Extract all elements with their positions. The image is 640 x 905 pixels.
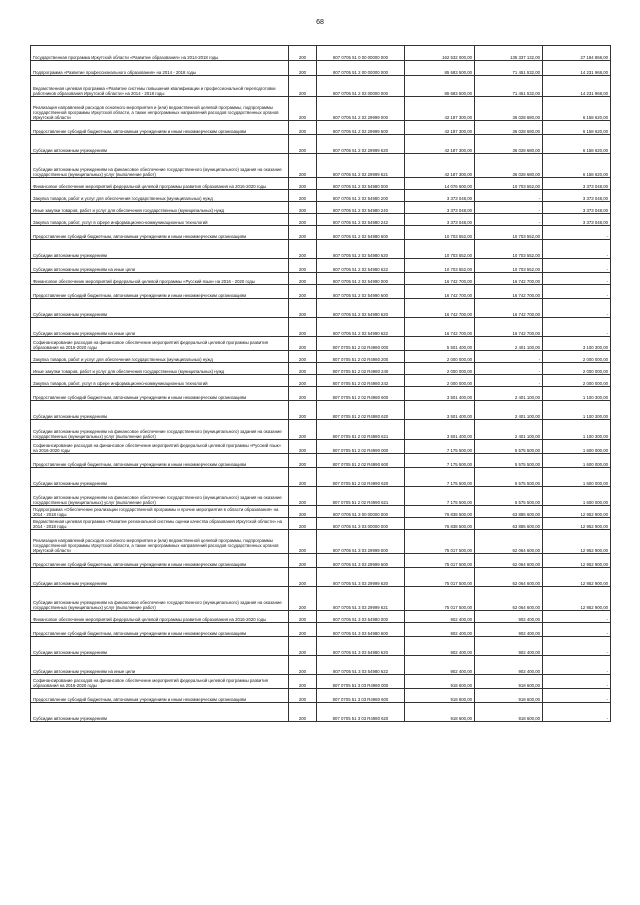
cell-v3: 12 952 900,00 [543,518,611,530]
cell-name: Реализация направлений расходов основного мероприятия и (или) ведомственной целевой программы, подпрограммы государственной программы Иркутской области, а также непрограммных направлений расходов государственных органов Иркутской области [31,97,289,121]
cell-name: Субсидии автономным учреждениям [31,401,289,420]
cell-name: Субсидии автономным учреждениям на иные цели [31,259,289,273]
cell-v2: 10 703 552,00 [475,259,543,273]
cell-code: 200 [289,97,317,121]
cell-v1: 75 017 500,00 [405,568,475,587]
cell-v3: 6 158 620,00 [543,121,611,135]
table-row [31,554,611,568]
cell-name: Софинансирование расходов на финансовое обеспечение мероприятий федеральной целевой программы развития образования на 2016-2020 годы [31,337,289,351]
cell-v3: 3 100 300,00 [543,337,611,351]
cell-v2: 71 451 532,00 [475,61,543,76]
table-row [31,440,611,454]
cell-v1: 75 017 500,00 [405,530,475,554]
table-row [31,623,611,637]
cell-v3: - [543,623,611,637]
table-row [31,656,611,675]
cell-v1: 16 742 700,00 [405,285,475,299]
cell-v1: 42 187 300,00 [405,135,475,154]
table-row [31,420,611,440]
cell-v1: 902 400,00 [405,637,475,656]
cell-v3: - [543,226,611,240]
cell-v2: 5 575 500,00 [475,487,543,506]
cell-name: Субсидии автономным учреждениям [31,135,289,154]
table-row [31,675,611,689]
table-row [31,226,611,240]
table-row [31,337,611,351]
cell-v3: - [543,273,611,285]
cell-v1: 902 400,00 [405,623,475,637]
cell-name: Закупка товаров, работ и услуг для обеспечения государственных (муниципальных) нужд [31,190,289,202]
cell-v1: 76 838 500,00 [405,518,475,530]
cell-csr: 807 0705 51 3 00 00000 000 [317,506,405,518]
cell-code: 200 [289,454,317,468]
cell-v2: - [475,202,543,214]
cell-v2: 62 064 600,00 [475,568,543,587]
cell-v3: 1 100 300,00 [543,387,611,401]
cell-v3: 12 952 900,00 [543,554,611,568]
table-row [31,61,611,76]
cell-name: Финансовое обеспечение мероприятий федеральной целевой программы «Русский язык» на 2016 - 2020 годы [31,273,289,285]
cell-csr: 807 0705 51 3 03 54980 600 [317,623,405,637]
cell-code: 200 [289,387,317,401]
cell-v1: 7 175 500,00 [405,468,475,487]
cell-csr: 807 0705 51 3 03 29999 621 [317,587,405,611]
cell-csr: 807 0705 51 3 03 54980 000 [317,611,405,623]
table-row [31,351,611,363]
cell-v1: 16 742 700,00 [405,318,475,337]
cell-csr: 807 0705 51 3 03 54980 622 [317,656,405,675]
table-row [31,454,611,468]
cell-name: Иные закупки товаров, работ и услуг для обеспечения государственных (муниципальных) нужд [31,202,289,214]
cell-csr: 807 0705 51 2 02 54980 200 [317,190,405,202]
cell-v3: 1 600 000,00 [543,468,611,487]
cell-v1: 902 400,00 [405,656,475,675]
cell-name: Софинансирование расходов на финансовое обеспечение мероприятий федеральной целевой программы развития образования на 2016-2020 годы [31,675,289,689]
cell-v3: 3 373 048,00 [543,202,611,214]
cell-name: Субсидии автономным учреждениям [31,568,289,587]
budget-table [30,45,611,722]
cell-v3: 3 373 048,00 [543,178,611,190]
cell-code: 200 [289,351,317,363]
cell-code: 200 [289,214,317,226]
cell-v2: 2 401 100,00 [475,337,543,351]
cell-code: 200 [289,135,317,154]
cell-code: 200 [289,703,317,722]
cell-v2: 10 703 552,00 [475,240,543,259]
cell-name: Субсидии автономным учреждениям на финансовое обеспечение государственного (муниципального) задания на оказание государственных (муниципальных) услуг (выполнение работ) [31,154,289,178]
cell-v2: 10 703 552,00 [475,226,543,240]
cell-code: 200 [289,487,317,506]
cell-code: 200 [289,285,317,299]
cell-name: Предоставление субсидий бюджетным, автономным учреждениям и иным некоммерческим организациям [31,387,289,401]
table-row [31,568,611,587]
cell-code: 200 [289,76,317,97]
table-row [31,259,611,273]
cell-v2: 902 400,00 [475,637,543,656]
cell-v1: 918 600,00 [405,675,475,689]
cell-csr: 807 0705 51 2 02 54980 622 [317,259,405,273]
cell-name: Закупка товаров, работ, услуг в сфере информационно-коммуникационных технологий [31,375,289,387]
cell-v2: 10 703 552,00 [475,178,543,190]
cell-code: 200 [289,178,317,190]
table-row [31,318,611,337]
cell-v1: 10 703 552,00 [405,259,475,273]
cell-v3: 12 952 900,00 [543,587,611,611]
cell-v3: 6 158 620,00 [543,97,611,121]
cell-name: Ведомственная целевая программа «Развитие региональной системы оценки качества образования Иркутской области» на 2014 - 2018 годы [31,518,289,530]
table-row [31,703,611,722]
cell-name: Реализация направлений расходов основного мероприятия и (или) ведомственной целевой программы, подпрограммы государственной программы Иркутской области, а также непрограммных направлений расходов государственных органов Иркутской области [31,530,289,554]
cell-v2: 5 575 500,00 [475,468,543,487]
cell-v2: 71 451 532,00 [475,76,543,97]
cell-csr: 807 0705 51 2 02 R4980 600 [317,387,405,401]
cell-name: Государственная программа Иркутской области «Развитие образования» на 2014-2018 годы [31,46,289,61]
cell-code: 200 [289,637,317,656]
table-row [31,190,611,202]
cell-csr: 807 0705 51 2 02 00000 000 [317,76,405,97]
cell-v3: 1 100 300,00 [543,401,611,420]
cell-code: 200 [289,240,317,259]
cell-v3: - [543,611,611,623]
cell-v2: 36 028 680,00 [475,97,543,121]
cell-csr: 807 0705 51 3 03 29999 000 [317,530,405,554]
cell-v2: 63 885 600,00 [475,518,543,530]
table-row [31,689,611,703]
cell-v2: 16 742 700,00 [475,273,543,285]
cell-code: 200 [289,420,317,440]
cell-code: 200 [289,299,317,318]
cell-v3: 3 373 048,00 [543,190,611,202]
cell-csr: 807 0705 51 3 03 R4980 620 [317,703,405,722]
cell-v2: - [475,363,543,375]
cell-v1: 7 175 500,00 [405,440,475,454]
cell-v2: 63 885 600,00 [475,506,543,518]
cell-v1: 75 017 500,00 [405,587,475,611]
table-row [31,387,611,401]
table-row [31,135,611,154]
cell-name: Финансовое обеспечение мероприятий федеральной целевой программы развития образования на 2016-2020 годы [31,611,289,623]
table-row [31,506,611,518]
cell-v3: - [543,689,611,703]
cell-v3: 1 600 000,00 [543,454,611,468]
cell-v3: - [543,240,611,259]
cell-code: 200 [289,611,317,623]
cell-code: 200 [289,363,317,375]
cell-csr: 807 0705 51 2 02 29999 620 [317,135,405,154]
cell-v1: 2 000 000,00 [405,351,475,363]
cell-v1: 85 683 500,00 [405,61,475,76]
cell-v1: 3 373 048,00 [405,190,475,202]
cell-csr: 807 0705 51 3 03 R4980 000 [317,675,405,689]
cell-csr: 807 0705 51 3 03 54980 620 [317,637,405,656]
cell-csr: 807 0705 51 2 02 R4980 621 [317,420,405,440]
cell-v1: 42 187 300,00 [405,121,475,135]
cell-v1: 7 175 500,00 [405,487,475,506]
table-row [31,154,611,178]
cell-name: Предоставление субсидий бюджетным, автономным учреждениям и иным некоммерческим организациям [31,121,289,135]
cell-csr: 807 0705 51 2 02 R4980 242 [317,375,405,387]
cell-code: 200 [289,568,317,587]
cell-v3: - [543,703,611,722]
table-row [31,375,611,387]
cell-code: 200 [289,518,317,530]
cell-v3: - [543,656,611,675]
cell-v2: 2 401 100,00 [475,420,543,440]
cell-name: Субсидии автономным учреждениям на иные цели [31,318,289,337]
cell-name: Субсидии автономным учреждениям на финансовое обеспечение государственного (муниципального) задания на оказание государственных (муниципальных) услуг (выполнение работ) [31,487,289,506]
cell-csr: 807 0705 51 2 02 R4980 200 [317,351,405,363]
cell-v3: 6 158 620,00 [543,154,611,178]
table-row [31,121,611,135]
cell-csr: 807 0705 51 2 02 R4990 620 [317,468,405,487]
cell-v3: 2 000 000,00 [543,375,611,387]
cell-csr: 807 0705 51 2 02 54980 242 [317,214,405,226]
cell-csr: 807 0705 51 2 02 R4980 240 [317,363,405,375]
cell-code: 200 [289,154,317,178]
table-row [31,363,611,375]
cell-v3: - [543,637,611,656]
cell-v1: 2 000 000,00 [405,363,475,375]
cell-v1: 918 600,00 [405,703,475,722]
cell-name: Подпрограмма «Развитие профессионального образования» на 2014 - 2018 годы [31,61,289,76]
cell-csr: 807 0705 51 3 03 00000 000 [317,518,405,530]
table-row [31,611,611,623]
cell-csr: 807 0705 51 2 02 R4990 000 [317,440,405,454]
cell-name: Субсидии автономным учреждениям [31,240,289,259]
cell-code: 200 [289,375,317,387]
cell-v3: 14 231 968,00 [543,61,611,76]
table-row [31,46,611,61]
cell-v2: 902 400,00 [475,656,543,675]
cell-v1: 10 703 552,00 [405,240,475,259]
cell-v1: 918 600,00 [405,689,475,703]
cell-csr: 807 0705 51 2 02 54990 000 [317,273,405,285]
cell-csr: 807 0705 51 2 02 R4990 600 [317,454,405,468]
cell-v3: 12 952 900,00 [543,506,611,518]
cell-v2: 918 600,00 [475,675,543,689]
cell-name: Ведомственная целевая программа «Развитие системы повышения квалификации и профессиональной переподготовки работников образования Иркутской области» на 2014 - 2018 годы [31,76,289,97]
table-row [31,587,611,611]
cell-csr: 807 0705 51 2 02 54980 000 [317,178,405,190]
cell-name: Субсидии автономным учреждениям на финансовое обеспечение государственного (муниципального) задания на оказание государственных (муниципальных) услуг (выполнение работ) [31,587,289,611]
cell-v3: - [543,318,611,337]
cell-v2: 62 064 600,00 [475,554,543,568]
cell-code: 200 [289,190,317,202]
cell-v3: 27 184 868,00 [543,46,611,61]
cell-v2: 16 742 700,00 [475,285,543,299]
cell-v1: 16 742 700,00 [405,273,475,285]
cell-csr: 807 0705 51 2 02 54980 240 [317,202,405,214]
cell-name: Предоставление субсидий бюджетным, автономным учреждениям и иным некоммерческим организациям [31,226,289,240]
cell-v2: 902 400,00 [475,611,543,623]
table-row [31,76,611,97]
cell-v2: 135 337 132,00 [475,46,543,61]
cell-name: Закупка товаров, работ и услуг для обеспечения государственных (муниципальных) нужд [31,351,289,363]
cell-v2: 36 028 680,00 [475,121,543,135]
cell-code: 200 [289,689,317,703]
cell-csr: 807 0705 51 3 03 29999 600 [317,554,405,568]
cell-code: 200 [289,202,317,214]
cell-v2: - [475,190,543,202]
cell-v2: 5 575 500,00 [475,454,543,468]
cell-v2: 918 600,00 [475,703,543,722]
table-row [31,240,611,259]
cell-csr: 807 0705 51 2 02 29999 000 [317,97,405,121]
table-row [31,97,611,121]
cell-v3: - [543,675,611,689]
cell-csr: 807 0705 51 2 00 00000 000 [317,61,405,76]
table-row [31,468,611,487]
cell-name: Субсидии автономным учреждениям на финансовое обеспечение государственного (муниципального) задания на оказание государственных (муниципальных) услуг (выполнение работ) [31,420,289,440]
cell-name: Субсидии автономным учреждениям [31,468,289,487]
cell-code: 200 [289,530,317,554]
cell-code: 200 [289,468,317,487]
cell-v3: 6 158 620,00 [543,135,611,154]
cell-v2: 16 742 700,00 [475,299,543,318]
cell-name: Предоставление субсидий бюджетным, автономным учреждениям и иным некоммерческим организациям [31,454,289,468]
table-row [31,285,611,299]
cell-csr: 807 0705 51 2 02 29999 600 [317,121,405,135]
cell-code: 200 [289,121,317,135]
cell-v1: 902 400,00 [405,611,475,623]
cell-csr: 807 0705 51 3 03 R4980 600 [317,689,405,703]
cell-v1: 85 683 500,00 [405,76,475,97]
cell-v1: 5 501 400,00 [405,337,475,351]
table-row [31,518,611,530]
cell-v2: - [475,351,543,363]
table-row [31,178,611,190]
cell-code: 200 [289,46,317,61]
cell-v1: 75 017 500,00 [405,554,475,568]
cell-v1: 3 373 048,00 [405,202,475,214]
cell-v2: 62 064 600,00 [475,587,543,611]
cell-v1: 7 175 500,00 [405,454,475,468]
cell-name: Предоставление субсидий бюджетным, автономным учреждениям и иным некоммерческим организациям [31,689,289,703]
cell-v3: 1 600 000,00 [543,440,611,454]
cell-csr: 807 0705 51 2 02 54990 600 [317,285,405,299]
cell-name: Предоставление субсидий бюджетным, автономным учреждениям и иным некоммерческим организациям [31,554,289,568]
cell-code: 200 [289,554,317,568]
cell-name: Подпрограмма «Обеспечение реализации государственной программы и прочие мероприятия в области образования» на 2014 - 2018 годы [31,506,289,518]
cell-csr: 807 0705 51 3 03 29999 620 [317,568,405,587]
cell-csr: 807 0705 51 2 02 54980 620 [317,240,405,259]
cell-name: Закупка товаров, работ, услуг в сфере информационно-коммуникационных технологий [31,214,289,226]
cell-v3: 3 373 048,00 [543,214,611,226]
cell-v2: 36 028 680,00 [475,154,543,178]
cell-csr: 807 0705 51 2 02 R4980 620 [317,401,405,420]
cell-code: 200 [289,61,317,76]
cell-v3: 12 952 900,00 [543,530,611,554]
cell-v1: 3 373 048,00 [405,214,475,226]
table-row [31,273,611,285]
cell-code: 200 [289,273,317,285]
cell-code: 200 [289,656,317,675]
table-row [31,299,611,318]
cell-v2: 2 401 100,00 [475,387,543,401]
cell-v1: 3 501 400,00 [405,387,475,401]
cell-code: 200 [289,337,317,351]
cell-csr: 807 0705 51 0 00 00000 000 [317,46,405,61]
cell-code: 200 [289,506,317,518]
cell-v1: 3 501 400,00 [405,420,475,440]
table-row [31,637,611,656]
cell-v1: 162 532 000,00 [405,46,475,61]
cell-v3: 14 231 968,00 [543,76,611,97]
cell-v2: 902 400,00 [475,623,543,637]
cell-v3: 2 000 000,00 [543,363,611,375]
cell-csr: 807 0705 51 2 02 29999 621 [317,154,405,178]
cell-v2: 36 028 680,00 [475,135,543,154]
cell-v2: 16 742 700,00 [475,318,543,337]
table-row [31,202,611,214]
cell-v2: - [475,375,543,387]
cell-v1: 14 076 600,00 [405,178,475,190]
cell-code: 200 [289,675,317,689]
cell-code: 200 [289,226,317,240]
cell-v1: 42 187 300,00 [405,97,475,121]
table-row [31,401,611,420]
cell-v3: - [543,285,611,299]
page-number: 68 [316,19,324,26]
cell-v3: - [543,259,611,273]
cell-v3: 2 000 000,00 [543,351,611,363]
cell-v2: 5 575 500,00 [475,440,543,454]
cell-name: Софинансирование расходов на финансовое обеспечение мероприятий федеральной целевой программы «Русский язык» на 2016-2020 годы [31,440,289,454]
cell-name: Субсидии автономным учреждениям [31,703,289,722]
table-row [31,214,611,226]
table-row [31,530,611,554]
cell-csr: 807 0705 51 2 02 54980 600 [317,226,405,240]
cell-name: Субсидии автономным учреждениям на иные цели [31,656,289,675]
cell-csr: 807 0705 51 2 02 R4980 000 [317,337,405,351]
table-row [31,487,611,506]
cell-csr: 807 0705 51 2 02 54990 620 [317,299,405,318]
cell-v2: 918 600,00 [475,689,543,703]
cell-code: 200 [289,440,317,454]
cell-name: Предоставление субсидий бюджетным, автономным учреждениям и иным некоммерческим организациям [31,285,289,299]
cell-name: Финансовое обеспечение мероприятий федеральной целевой программы развития образования на 2016-2020 годы [31,178,289,190]
cell-v3: 12 952 900,00 [543,568,611,587]
cell-v3: 1 600 000,00 [543,487,611,506]
cell-v2: 2 401 100,00 [475,401,543,420]
cell-code: 200 [289,259,317,273]
cell-v1: 42 187 300,00 [405,154,475,178]
cell-v1: 3 501 400,00 [405,401,475,420]
cell-code: 200 [289,401,317,420]
cell-csr: 807 0705 51 2 02 54990 622 [317,318,405,337]
cell-code: 200 [289,587,317,611]
cell-code: 200 [289,623,317,637]
budget-table-body [31,46,611,722]
cell-name: Субсидии автономным учреждениям [31,637,289,656]
cell-code: 200 [289,318,317,337]
cell-v1: 16 742 700,00 [405,299,475,318]
cell-v1: 2 000 000,00 [405,375,475,387]
cell-v3: - [543,299,611,318]
cell-v2: 62 064 600,00 [475,530,543,554]
cell-v2: - [475,214,543,226]
cell-name: Субсидии автономным учреждениям [31,299,289,318]
cell-v1: 10 703 552,00 [405,226,475,240]
cell-csr: 807 0705 51 2 02 R4990 621 [317,487,405,506]
cell-name: Иные закупки товаров, работ и услуг для обеспечения государственных (муниципальных) нужд [31,363,289,375]
cell-v3: 1 100 300,00 [543,420,611,440]
cell-name: Предоставление субсидий бюджетным, автономным учреждениям и иным некоммерческим организациям [31,623,289,637]
cell-v1: 76 838 500,00 [405,506,475,518]
